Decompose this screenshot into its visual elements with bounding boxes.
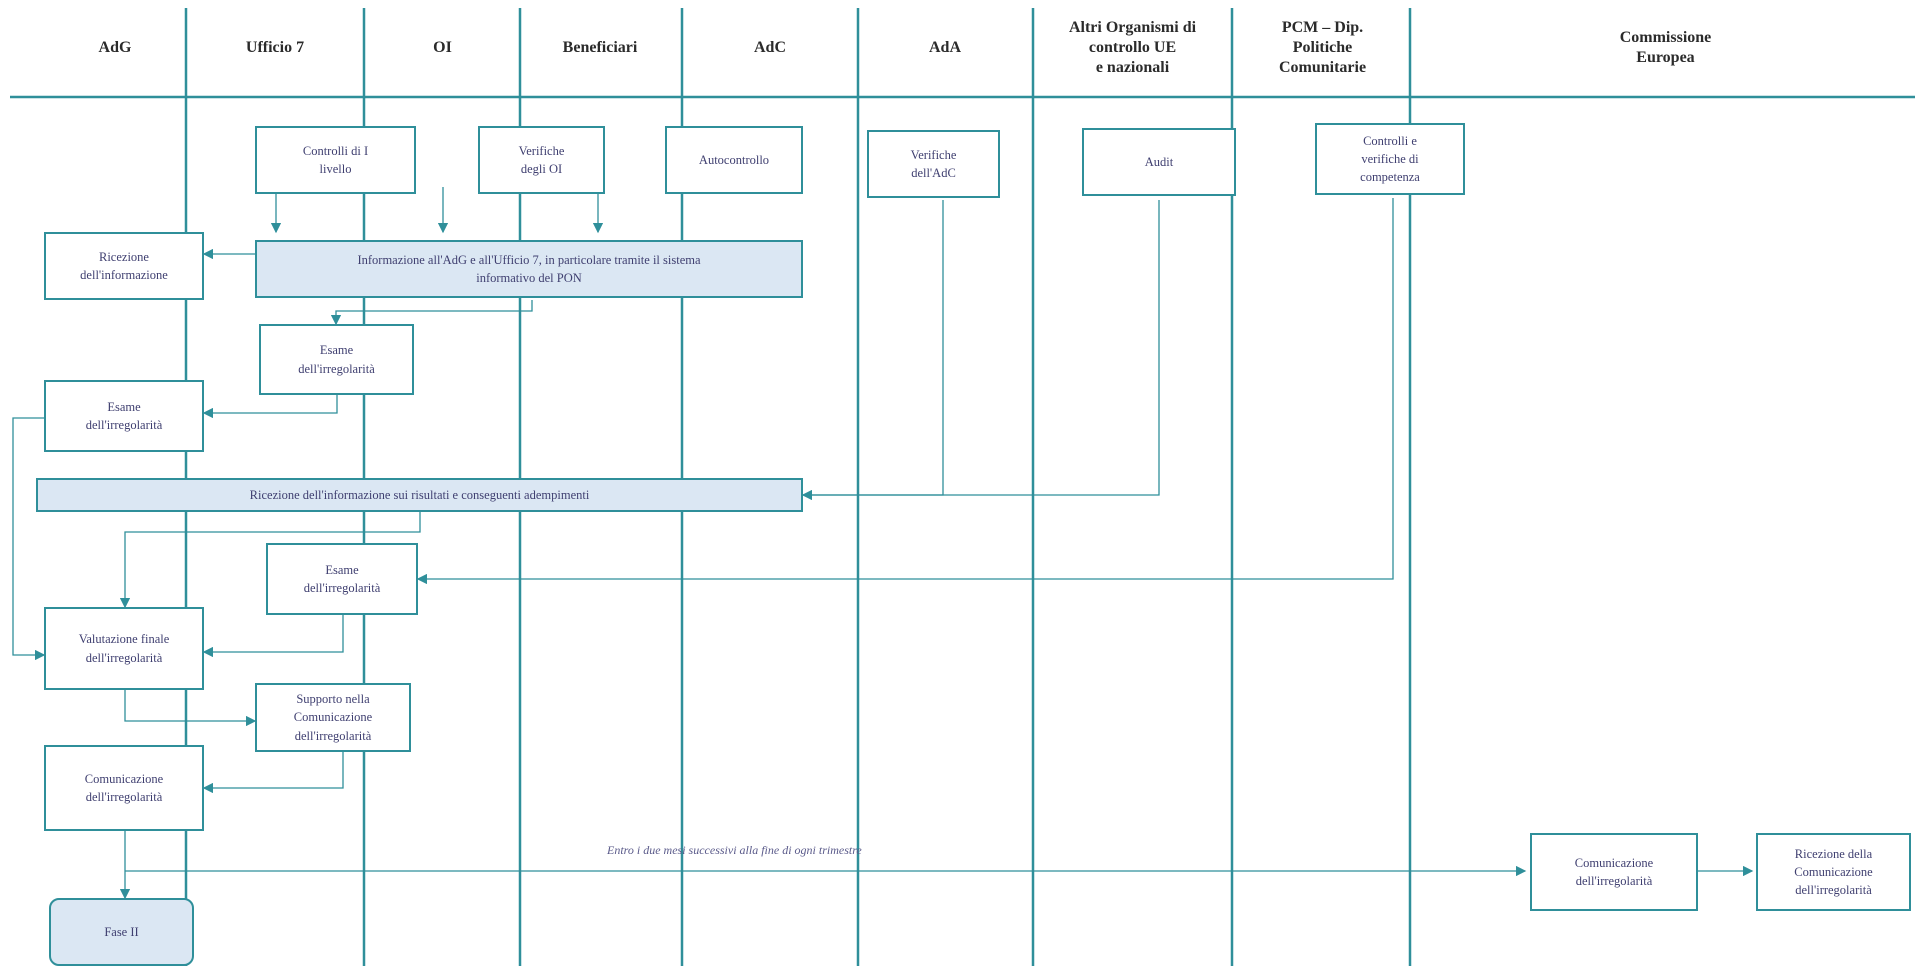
box-audit: Audit [1082, 128, 1236, 196]
box-esame-adg: Esame dell'irregolarità [44, 380, 204, 452]
box-esame-ufficio7-1: Esame dell'irregolarità [259, 324, 414, 395]
box-controlli-i-livello: Controlli di I livello [255, 126, 416, 194]
box-verifiche-adc: Verifiche dell'AdC [867, 130, 1000, 198]
box-ricezione-informazione: Ricezione dell'informazione [44, 232, 204, 300]
box-informazione-adg: Informazione all'AdG e all'Ufficio 7, in particolare tramite il sistema informativo del PON [255, 240, 803, 298]
lane-header-ufficio7: Ufficio 7 [245, 38, 305, 56]
lane-header-pcm: PCM – Dip. Politiche Comunitarie [1278, 18, 1367, 76]
lane-header-ce: Commissione Europea [1619, 28, 1712, 66]
box-comunicazione-pcm: Comunicazione dell'irregolarità [1530, 833, 1698, 911]
box-ricezione-ce: Ricezione della Comunicazione dell'irregolarità [1756, 833, 1911, 911]
lane-header-adg: AdG [98, 38, 132, 56]
box-ricezione-risultati: Ricezione dell'informazione sui risultati e conseguenti adempimenti [36, 478, 803, 512]
box-autocontrollo: Autocontrollo [665, 126, 803, 194]
lane-header-ada: AdA [928, 38, 961, 56]
lane-header-altri: Altri Organismi di controllo UE e nazionali [1068, 18, 1197, 76]
lane-header-beneficiari: Beneficiari [562, 38, 638, 56]
box-verifiche-oi: Verifiche degli OI [478, 126, 605, 194]
box-valutazione-finale: Valutazione finale dell'irregolarità [44, 607, 204, 690]
timing-note: Entro i due mesi successivi alla fine di ogni trimestre [607, 843, 862, 857]
box-supporto-comunicazione: Supporto nella Comunicazione dell'irregolarità [255, 683, 411, 752]
lane-header-adc: AdC [753, 38, 786, 56]
box-fase-ii: Fase II [49, 898, 194, 966]
box-controlli-competenza: Controlli e verifiche di competenza [1315, 123, 1465, 195]
box-esame-ufficio7-2: Esame dell'irregolarità [266, 543, 418, 615]
box-comunicazione-adg: Comunicazione dell'irregolarità [44, 745, 204, 831]
lane-header-oi: OI [433, 38, 452, 56]
